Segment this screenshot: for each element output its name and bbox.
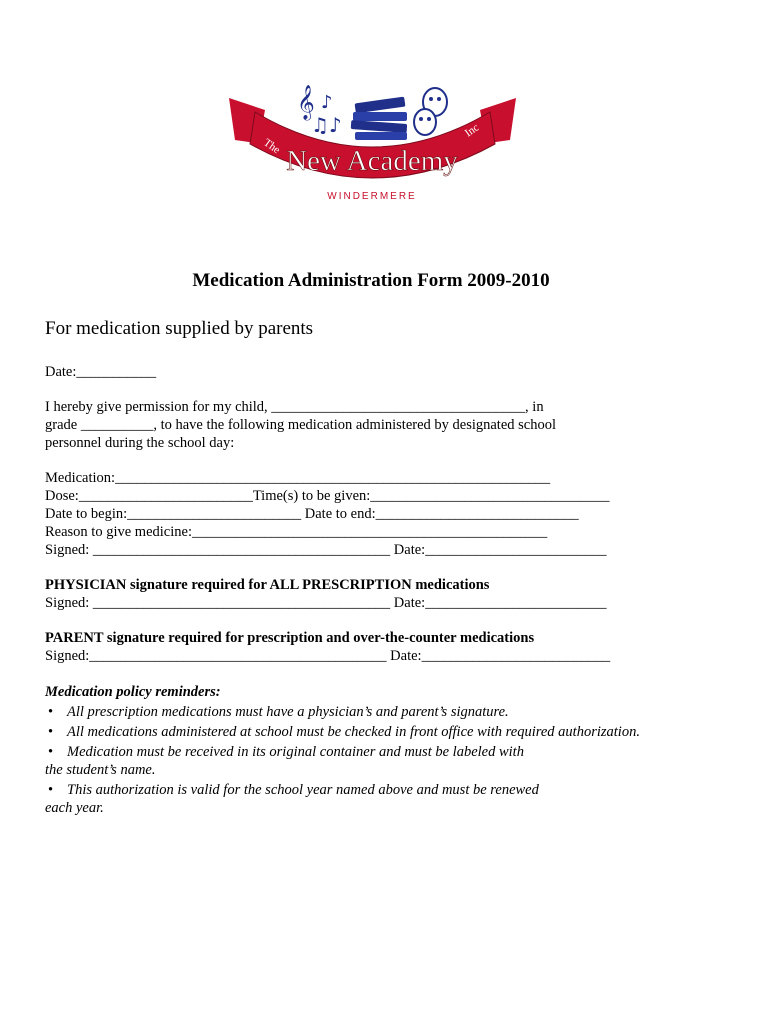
policy-item-continued: the student’s name. [45, 762, 156, 778]
policy-item: • Medication must be received in its original container and must be labeled with [45, 744, 524, 761]
school-logo [225, 82, 520, 204]
bullet-icon: • [48, 724, 54, 740]
physician-heading: PHYSICIAN signature required for ALL PRESCRIPTION medications [45, 577, 490, 593]
logo-prefix-left: The [261, 136, 283, 157]
bullet-icon: • [48, 782, 54, 798]
policy-item: • This authorization is valid for the school year named above and must be renewed [45, 782, 539, 799]
medication-field[interactable]: Medication:____________________________________________________________ [45, 470, 551, 486]
music-note-icon: ♪ [321, 92, 333, 113]
reason-field[interactable]: Reason to give medicine:_________________________________________________ [45, 524, 548, 540]
signed-field-parent[interactable]: Signed:_________________________________________ Date:__________________________ [45, 648, 611, 664]
books-icon [351, 97, 407, 140]
date-begin-end-field[interactable]: Date to begin:________________________ Date to end:____________________________ [45, 506, 579, 522]
signed-field-1[interactable]: Signed: _________________________________________ Date:_________________________ [45, 542, 607, 558]
policy-heading: Medication policy reminders: [45, 684, 221, 700]
bullet-icon: • [48, 704, 54, 720]
treble-clef-icon: 𝄞 [297, 85, 315, 120]
parent-heading: PARENT signature required for prescription and over-the-counter medications [45, 630, 535, 646]
logo-location: WINDERMERE [327, 191, 417, 202]
logo-prefix-right: Inc [462, 121, 482, 140]
policy-item: • All medications administered at school must be checked in front office with required authorization. [45, 724, 640, 741]
dose-times-field[interactable]: Dose:________________________Time(s) to be given:_________________________________ [45, 488, 610, 504]
permission-text-2[interactable]: grade __________, to have the following medication administered by designated school [45, 417, 557, 433]
form-subtitle: For medication supplied by parents [45, 318, 314, 339]
theatre-masks-icon [414, 88, 447, 135]
policy-item: • All prescription medications must have a physician’s and parent’s signature. [45, 704, 509, 721]
policy-item-continued: each year. [45, 800, 104, 816]
form-title: Medication Administration Form 2009-2010 [192, 270, 550, 291]
logo-school-name: New Academy [286, 145, 458, 177]
permission-text-1[interactable]: I hereby give permission for my child, ___________________________________, in [45, 399, 544, 415]
bullet-icon: • [48, 744, 54, 760]
signed-field-physician[interactable]: Signed: _________________________________________ Date:_________________________ [45, 595, 607, 611]
date-field[interactable]: Date:___________ [45, 364, 157, 380]
permission-text-3: personnel during the school day: [45, 435, 235, 451]
music-notes-icon: ♫♪ [311, 113, 342, 137]
